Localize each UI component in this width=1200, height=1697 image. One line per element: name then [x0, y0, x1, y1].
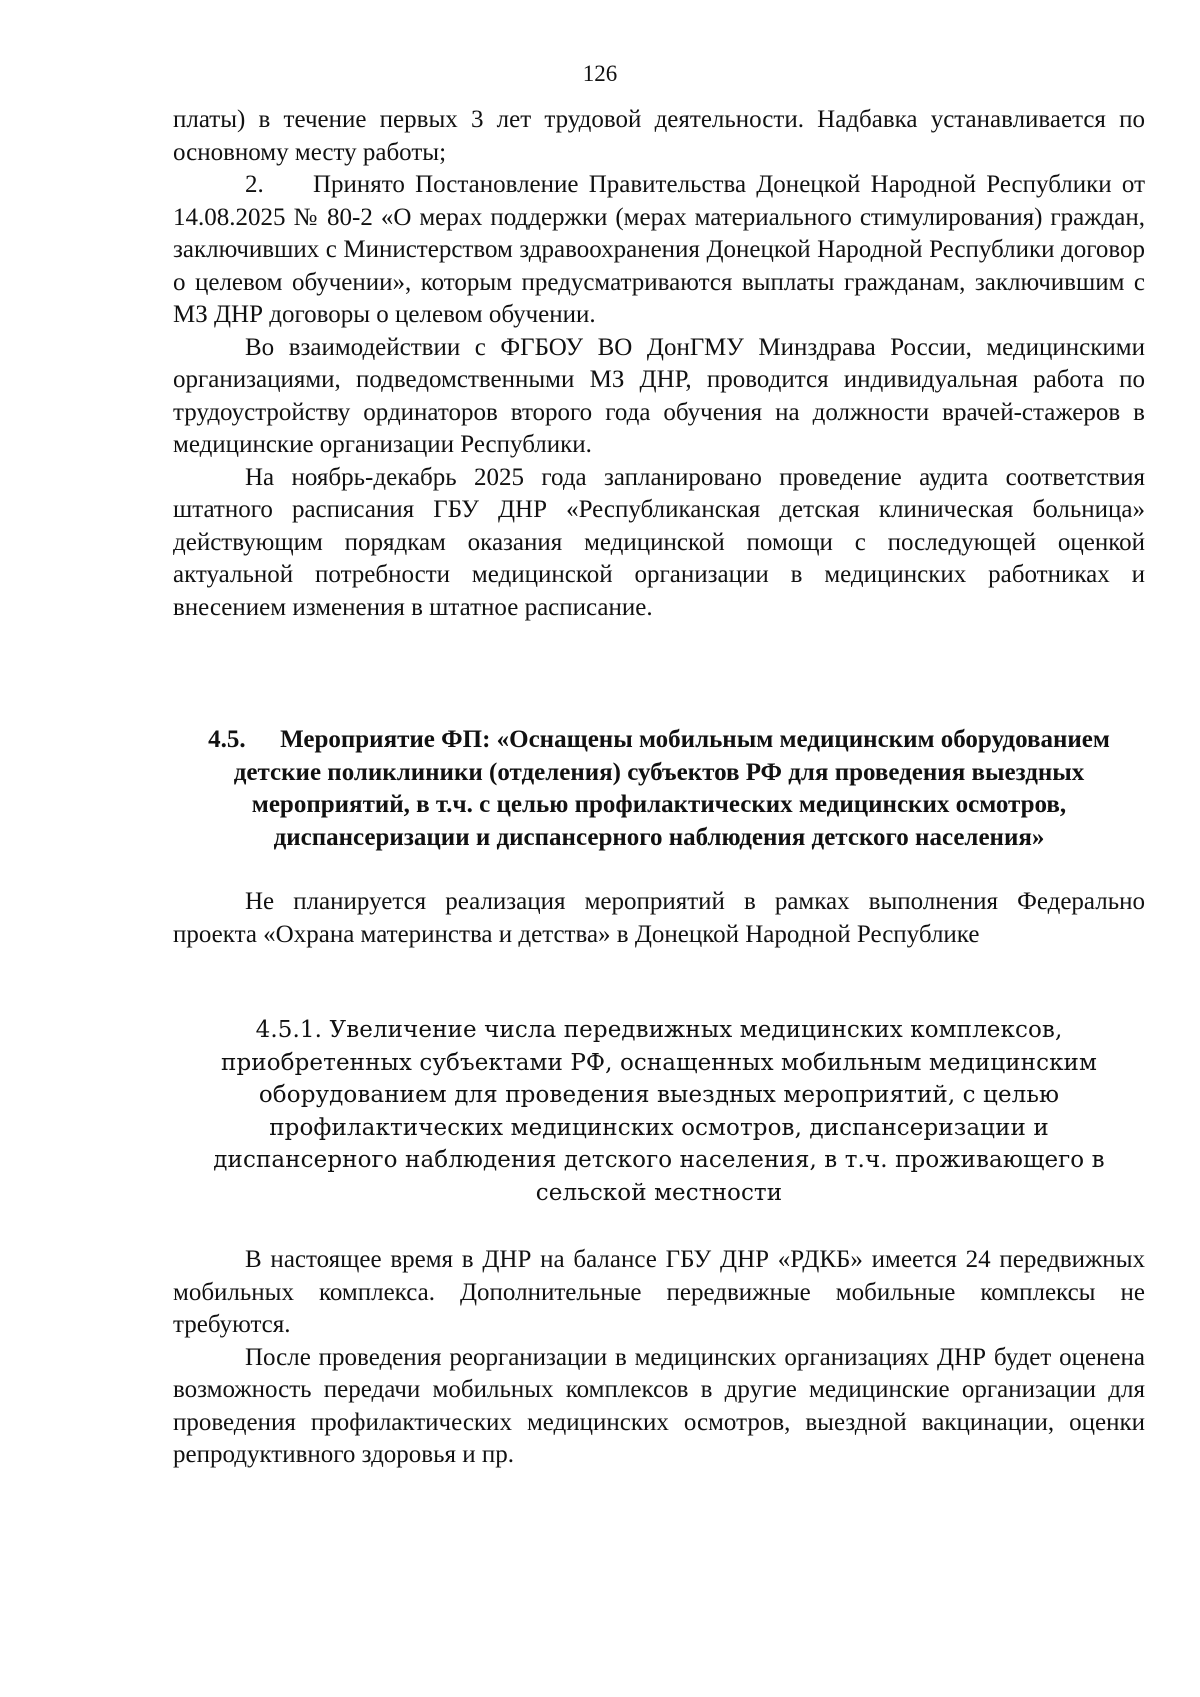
paragraph-not-planned: Не планируется реализация мероприятий в рамках выполнения Федерально проекта «Охрана материнства и детства» в Донецкой Народной Республике: [173, 888, 1145, 948]
paragraph-reorganization: После проведения реорганизации в медицинских организациях ДНР будет оценена возможность передачи мобильных комплексов в другие медицинские организации для проведения профилактических медицинских осмотров, выездной вакцинации, оценки репродуктивного здоровья и пр.: [173, 1343, 1145, 1468]
subsection-heading-4-5-1: [173, 1014, 1145, 1209]
section-title: Мероприятие ФП: «Оснащены мобильным медицинским оборудованием детские поликлиники (отделения) субъектов РФ для проведения выездных мероприятий, в т.ч. с целью профилактических медицинских осмотров, диспансеризации и диспансерного наблюдения детского населения»: [233, 726, 1110, 851]
subsection-heading-line: 4.5.1. Увеличение числа передвижных медицинских комплексов,: [255, 1017, 1063, 1043]
section-heading-4-5: [173, 724, 1145, 854]
paragraph-continuation: платы) в течение первых 3 лет трудовой деятельности. Надбавка устанавливается по основному месту работы;: [173, 106, 1145, 166]
subsection-heading-line: сельской местности: [535, 1179, 783, 1206]
page-number: 126: [582, 61, 618, 86]
subsection-heading-line: диспансерного наблюдения детского населения, в т.ч. проживающего в: [213, 1147, 1105, 1173]
list-item-text: Принято Постановление Правительства Донецкой Народной Республики от 14.08.2025 № 80-2 «О мерах поддержки (мерах материального стимулирования) граждан, заключивших с Министерством здравоохранения Донецкой Народной Республики договор о целевом обучении», которым предусматриваются выплаты гражданам, заключившим с МЗ ДНР договоры о целевом обучении.: [173, 171, 1145, 328]
section-4-5-body: [173, 886, 1145, 951]
list-number: 2.: [245, 171, 264, 198]
paragraph-mobile-complexes: В настоящее время в ДНР на балансе ГБУ ДНР «РДКБ» имеется 24 передвижных мобильных комплекса. Дополнительные передвижные мобильные комплексы не требуются.: [173, 1246, 1145, 1338]
numbered-paragraph-2: [173, 169, 1145, 332]
paragraph-audit: На ноябрь-декабрь 2025 года запланировано проведение аудита соответствия штатного расписания ГБУ ДНР «Республиканская детская клиническая больница» действующим порядкам оказания медицинской помощи с последующей оценкой актуальной потребности медицинской организации в медицинских работниках и внесением изменения в штатное расписание.: [173, 463, 1145, 621]
subsection-heading-line: профилактических медицинских осмотров, диспансеризации и: [269, 1114, 1049, 1141]
subsection-heading-line: оборудованием для проведения выездных мероприятий, с целью: [258, 1082, 1060, 1108]
paragraph-cooperation: Во взаимодействии с ФГБОУ ВО ДонГМУ Минздрава России, медицинскими организациями, подведомственными МЗ ДНР, проводится индивидуальная работа по трудоустройству ординаторов второго года обучения на должности врачей-стажеров в медицинские организации Республики.: [173, 333, 1145, 458]
section-number: 4.5.: [208, 726, 246, 753]
body-text-block-1: [173, 104, 1145, 624]
subsection-heading-line: приобретенных субъектами РФ, оснащенных мобильным медицинским: [221, 1049, 1097, 1076]
section-4-5-1-body: [173, 1244, 1145, 1472]
